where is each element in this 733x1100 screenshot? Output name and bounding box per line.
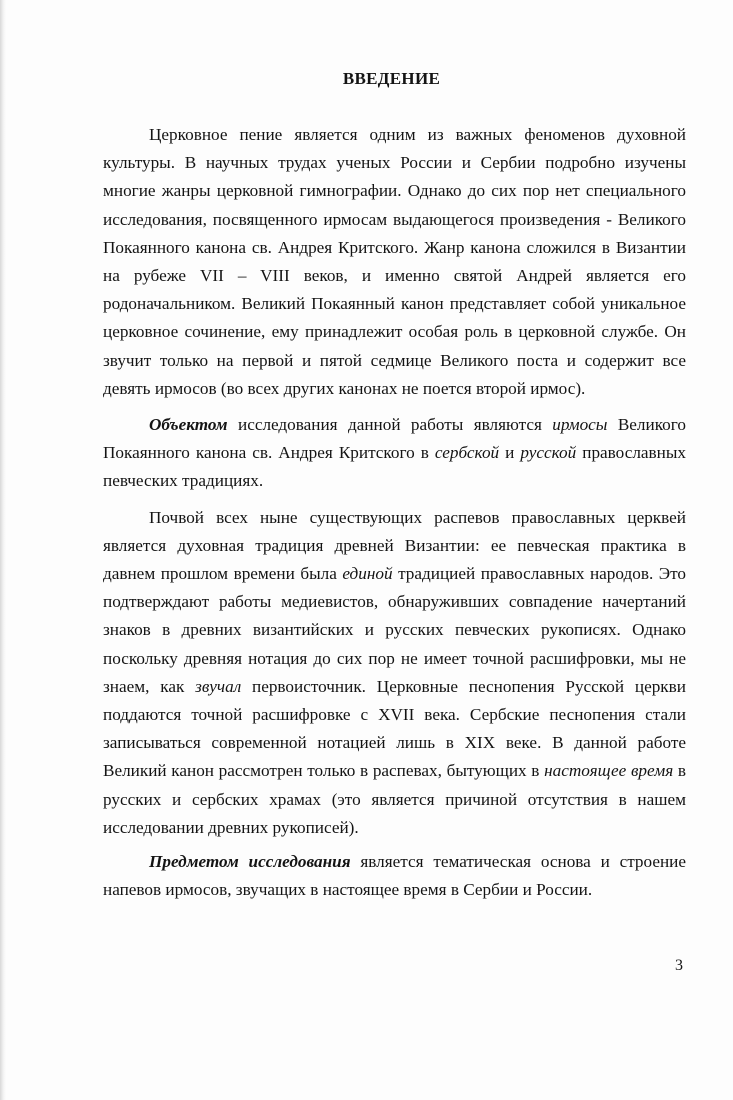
emphasis-present-time: настоящее время bbox=[544, 761, 674, 781]
page-title: ВВЕДЕНИЕ bbox=[342, 69, 441, 88]
text-segment: и bbox=[499, 443, 521, 463]
text-segment: первоисточник. Церковные песнопения Русской церкви поддаются точной расшифровке с XVII века. Сербские песнопения стали записываться современной нотацией лишь в XIX веке. В данной работе Великий канон рассмотрен только в распевах, бытующих в bbox=[103, 676, 686, 781]
text-segment: Почвой всех ныне существующих распевов православных церквей является духовная традиция древней Византии: ее певческая практика в давнем прошлом времени была bbox=[103, 507, 686, 584]
scan-edge-shadow bbox=[0, 0, 6, 1100]
paragraph-introduction: Церковное пение является одним из важных феноменов духовной культуры. В научных трудах ученых России и Сербии подробно изучены многие жанры церковной гимнографии. Однако до сих пор нет специального исследования, посвященного ирмосам выдающегося произведения - Великого Покаянного канона св. Андрея Критского. Жанр канона сложился в Византии на рубеже VII – VIII веков, и именно святой Андрей является его родоначальником. Великий Покаянный канон представляет собой уникальное церковное сочинение, ему принадлежит особая роль в церковной службе. Он звучит только на первой и пятой седмице Великого поста и содержит все девять ирмосов (во всех других канонах не поется второй ирмос). bbox=[103, 125, 686, 398]
text-segment: является тематическая основа и строение напевов ирмосов, звучащих в настоящее время в Сербии и России. bbox=[103, 852, 686, 900]
text-segment: православных певческих традициях. bbox=[103, 443, 686, 491]
emphasis-irmosy: ирмосы bbox=[552, 415, 608, 435]
text-segment: исследования данной работы являются bbox=[227, 415, 553, 435]
page-number: 3 bbox=[675, 957, 683, 974]
text-segment: Великого Покаянного канона св. Андрея Критского в bbox=[103, 415, 686, 463]
text-segment: в русских и сербских храмах (это является причиной отсутствия в нашем исследовании древних рукописей). bbox=[103, 761, 686, 837]
paragraph-object bbox=[103, 411, 686, 496]
paragraph-subject bbox=[103, 848, 686, 904]
body-text bbox=[103, 121, 686, 904]
emphasis-russian: русской bbox=[520, 443, 577, 463]
paragraph-tradition bbox=[103, 504, 686, 842]
text-segment: традицией православных народов. Это подтверждают работы медиевистов, обнаруживших совпадение начертаний знаков в древних византийских и русских певческих рукописях. Однако поскольку древняя нотация до сих пор не имеет точной расшифровки, мы не знаем, как bbox=[103, 564, 686, 696]
emphasis-serbian: сербской bbox=[434, 443, 500, 463]
term-object: Объектом bbox=[149, 415, 228, 435]
term-subject: Предметом исследования bbox=[149, 852, 351, 872]
emphasis-sounded: звучал bbox=[195, 676, 242, 696]
emphasis-unified: единой bbox=[342, 564, 393, 584]
